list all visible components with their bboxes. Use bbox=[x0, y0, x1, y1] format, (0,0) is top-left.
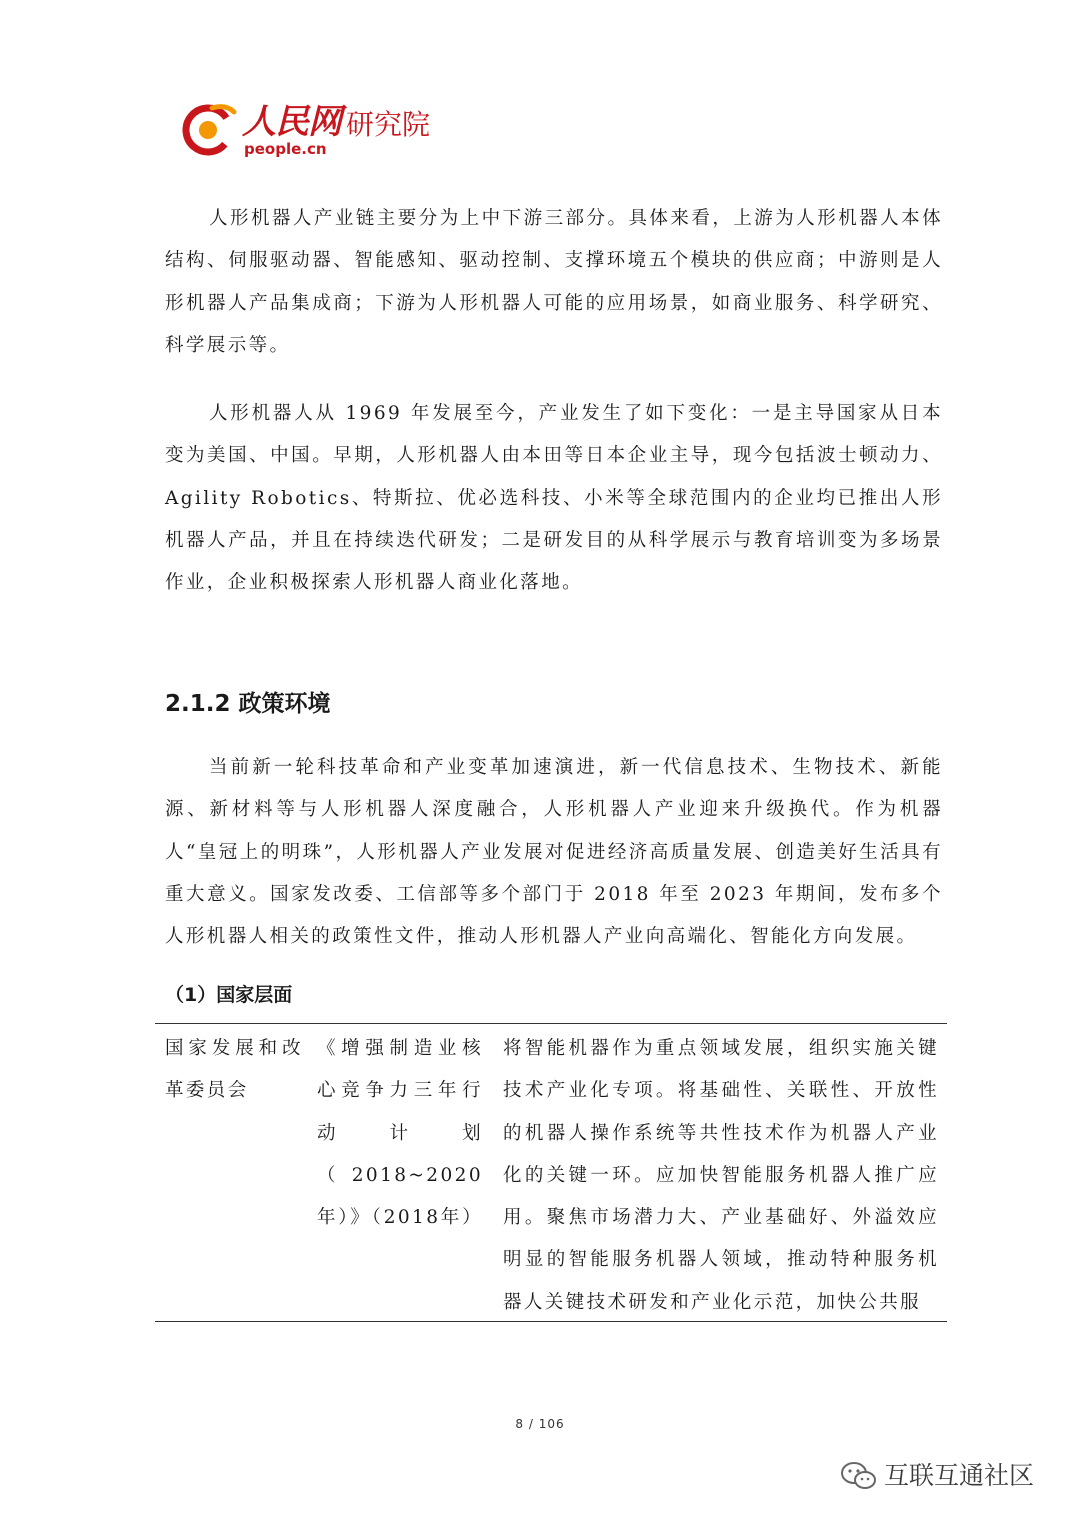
watermark-text: 互联互通社区 bbox=[884, 1461, 1035, 1490]
watermark bbox=[840, 1459, 1050, 1493]
page-number: 8 / 106 bbox=[515, 1417, 565, 1431]
logo-url: people.cn bbox=[244, 140, 327, 158]
section-paragraph: 当前新一轮科技革命和产业变革加速演进，新一代信息技术、生物技术、新能源、新材料等与人形机器人深度融合，人形机器人产业迎来升级换代。作为机器人“皇冠上的明珠”，人形机器人产业发展对促进经济高质量发展、创造美好生活具有重大意义。国家发改委、工信部等多个部门于 2018 年至 2023 年期间，发布多个人形机器人相关的政策性文件，推动人形机器人产业向高端化、智能化方向发展。 bbox=[165, 757, 943, 948]
body-paragraph: 人形机器人从 1969 年发展至今，产业发生了如下变化：一是主导国家从日本变为美国、中国。早期，人形机器人由本田等日本企业主导，现今包括波士顿动力、Agility Robotics、特斯拉、优必选科技、小米等全球范围内的企业均已推出人形机器人产品，并且在持续迭代研发；二是研发目的从科学展示与教育培训变为多场景作业，企业积极探索人形机器人商业化落地。 bbox=[165, 403, 943, 594]
table-cell-document: 《增强制造业核心竞争力三年行动计划（2018~2020年）》（2018年） bbox=[317, 1038, 483, 1229]
section-heading: 2.1.2 政策环境 bbox=[165, 691, 331, 717]
table-cell-agency: 国家发展和改革委员会 bbox=[165, 1038, 303, 1102]
logo-subtitle: 研究院 bbox=[346, 108, 431, 141]
table-cell-content: 将智能机器作为重点领域发展，组织实施关键技术产业化专项。将基础性、关联性、开放性的机器人操作系统等共性技术作为机器人产业化的关键一环。应加快智能服务机器人推广应用。聚焦市场潜力大、产业基础好、外溢效应明显的智能服务机器人领域，推动特种服务机器人关键技术研发和产业化示范，加快公共服 bbox=[503, 1038, 939, 1313]
logo bbox=[182, 102, 442, 162]
logo-brand: 人民网 bbox=[242, 102, 341, 142]
wechat-icon bbox=[840, 1461, 878, 1491]
people-logo-icon bbox=[182, 102, 244, 158]
subsection-heading: （1）国家层面 bbox=[165, 984, 293, 1006]
body-paragraph: 人形机器人产业链主要分为上中下游三部分。具体来看，上游为人形机器人本体结构、伺服驱动器、智能感知、驱动控制、支撑环境五个模块的供应商；中游则是人形机器人产品集成商；下游为人形机器人可能的应用场景，如商业服务、科学研究、科学展示等。 bbox=[165, 208, 943, 356]
policy-table bbox=[155, 1023, 947, 1322]
